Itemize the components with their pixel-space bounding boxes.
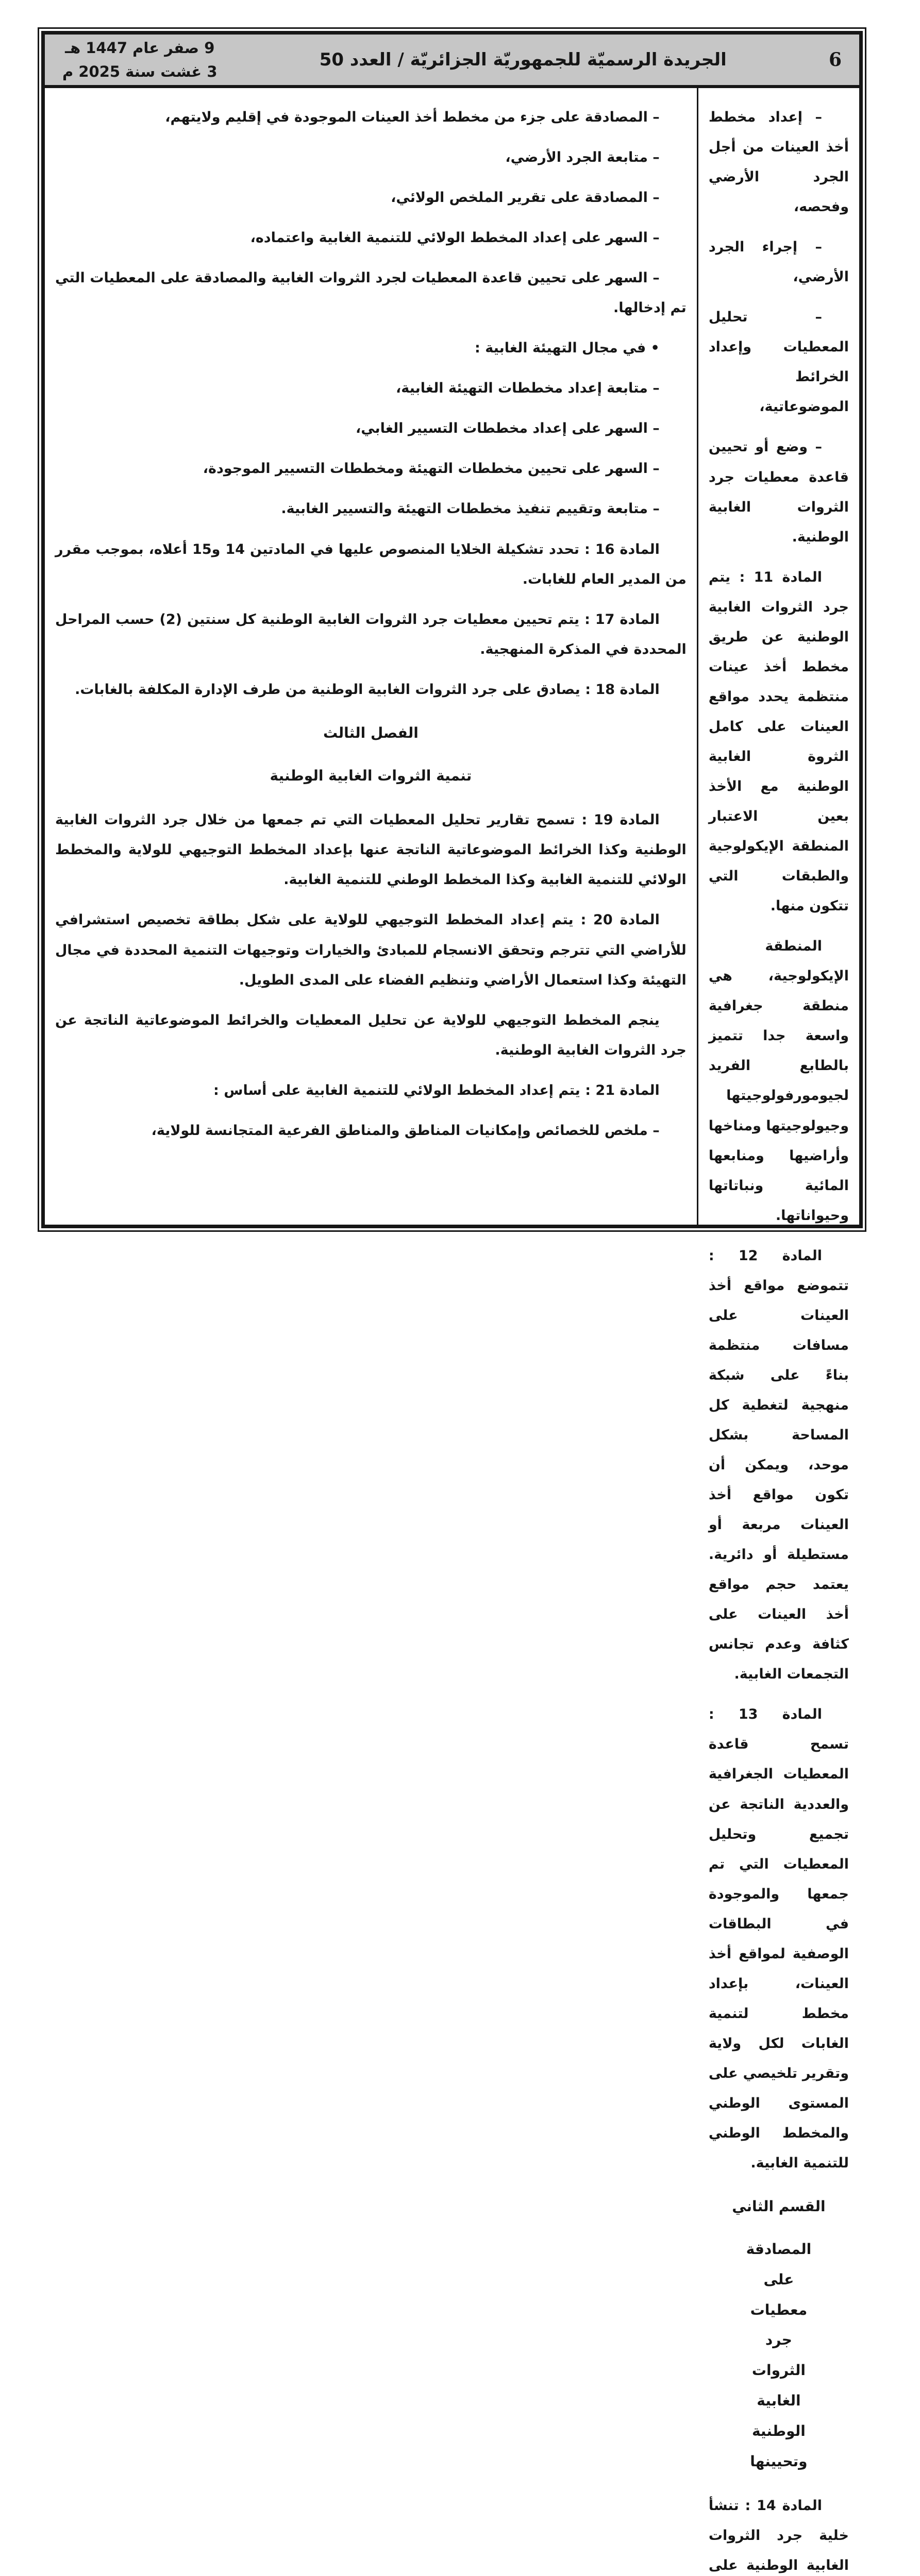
dash-item: – ملخص للخصائص وإمكانيات المناطق والمناطق الفرعية المتجانسة للولاية،: [151, 1122, 660, 1139]
dash-item: – متابعة الجرد الأرضي،: [505, 149, 660, 166]
dash-item: – متابعة وتقييم تنفيذ مخططات التهيئة والتسيير الغابية.: [281, 501, 660, 517]
article-label: المادة 12 :: [708, 1247, 823, 1264]
page-number: 6: [828, 49, 842, 71]
dash-item: – إجراء الجرد الأرضي،: [708, 239, 849, 285]
article-text: تسمح تقارير تحليل المعطيات التي تم جمعها من خلال جرد الثروات الغابية الوطنية وكذا الخرائط الموضوعاتية الناتجة عنها بإعداد المخطط التوجيهي للولاية والمخطط الولائي للتنمية الغابية وكذا المخطط الوطني للتنمية الغابية.: [55, 812, 687, 888]
paragraph: ينجم المخطط التوجيهي للولاية عن تحليل المعطيات والخرائط الموضوعاتية الناتجة عن جرد الثروات الغابية الوطنية.: [55, 1012, 687, 1058]
article-paragraph: [709, 2491, 849, 2576]
article-label: المادة 14 :: [745, 2498, 823, 2514]
article-paragraph: [709, 1700, 849, 2178]
article-text: يتم إعداد المخطط الولائي للتنمية الغابية على أساس :: [213, 1082, 580, 1098]
dash-item: – متابعة إعداد مخططات التهيئة الغابية،: [396, 380, 660, 397]
article-label: المادة 18 :: [585, 681, 660, 698]
paragraph: المنطقة الإيكولوجية، هي منطقة جغرافية واسعة جدا تتميز بالطابع الفريد لجيومورفولوجيتها وجيولوجيتها ومناخها وأراضيها ومنابعها المائية ونباتاتها وحيواناتها.: [708, 938, 849, 1224]
column-right: [698, 88, 859, 2574]
dash-item: – المصادقة على جزء من مخطط أخذ العينات الموجودة في إقليم ولايتهم،: [165, 109, 660, 125]
text-columns: [45, 88, 859, 2574]
dash-item: – المصادقة على تقرير الملخص الولائي،: [391, 190, 660, 206]
article-text: تسمح قاعدة المعطيات الجغرافية والعددية الناتجة عن تجميع وتحليل المعطيات التي تم جمعها والموجودة في البطاقات الوصفية لمواقع أخذ العينات، بإعداد مخطط لتنمية الغابات لكل ولاية وتقرير تلخيصي على المستوى الوطني والمخطط الوطني للتنمية الغابية.: [708, 1736, 849, 2172]
article-label: المادة 17 :: [584, 611, 660, 628]
article-text: تحدد تشكيلة الخلايا المنصوص عليها في المادتين 14 و15 أعلاه، بموجب مقرر من المدير العام للغابات.: [55, 541, 687, 587]
hijri-date: 9 صفر عام 1447 هـ: [65, 39, 215, 57]
page-frame: [41, 31, 863, 2574]
dash-item: – وضع أو تحيين قاعدة معطيات جرد الثروات الغابية الوطنية.: [708, 439, 849, 545]
section-heading: القسم الثاني: [732, 2198, 826, 2215]
article-text: يتم جرد الثروات الغابية الوطنية عن طريق مخطط أخذ عينات منتظمة يحدد مواقع العينات على كامل الثروة الغابية الوطنية مع الأخذ بعين الاعتبار المنطقة الإيكولوجية والطبقات التي تتكون منها.: [708, 569, 849, 914]
chapter-subheading: تنمية الثروات الغابية الوطنية: [270, 767, 472, 784]
masthead: [45, 35, 859, 88]
article-label: المادة 13 :: [708, 1706, 823, 1723]
dash-item: – السهر على إعداد المخطط الولائي للتنمية الغابية واعتماده،: [250, 230, 660, 246]
article-text: يصادق على جرد الثروات الغابية الوطنية من طرف الإدارة المكلفة بالغابات.: [75, 681, 580, 698]
gazette-title: الجريدة الرسميّة للجمهوريّة الجزائريّة / العدد 50: [319, 49, 727, 70]
article-paragraph: [709, 1241, 849, 1690]
dash-item: – السهر على تحيين مخططات التهيئة ومخططات التسيير الموجودة،: [203, 461, 660, 477]
article-paragraph: [55, 605, 687, 665]
column-divider: [697, 88, 698, 1225]
article-paragraph: [55, 675, 687, 705]
article-label: المادة 20 :: [580, 912, 660, 928]
dash-item: – إعداد مخطط أخذ العينات من أجل الجرد الأرضي وفحصه،: [708, 109, 849, 215]
dash-item: – السهر على إعداد مخططات التسيير الغابي،: [355, 420, 660, 437]
article-label: المادة 16 :: [584, 541, 660, 557]
gregorian-date: 3 غشت سنة 2025 م: [62, 63, 218, 80]
article-text: يتم إعداد المخطط التوجيهي للولاية على شكل بطاقة تخصيص استشرافي للأراضي التي تترجم وتحقق الانسجام للمبادئ والخيارات وتوجيهات التنمية المحددة في مجال التهيئة وكذا استعمال الأراضي وتنظيم الفضاء على المدى الطويل.: [55, 912, 687, 988]
section-subheading: المصادقة على معطيات جرد الثروات الغابية الوطنية وتحيينها: [746, 2240, 812, 2470]
dash-item: – تحليل المعطيات وإعداد الخرائط الموضوعاتية،: [708, 309, 849, 415]
bullet-item: • في مجال التهيئة الغابية :: [475, 340, 660, 357]
dash-item: – السهر على تحيين قاعدة المعطيات لجرد الثروات الغابية والمصادقة على المعطيات التي تم إدخالها.: [55, 270, 687, 316]
article-paragraph: [55, 1076, 687, 1106]
article-text: تتموضع مواقع أخذ العينات على مسافات منتظمة بناءً على شبكة منهجية لتغطية كل المساحة بشكل موحد، ويمكن أن تكون مواقع أخذ العينات مربعة أو مستطيلة أو دائرية. يعتمد حجم مواقع أخذ العينات على كثافة وعدم تجانس التجمعات الغابية.: [708, 1277, 849, 1683]
article-paragraph: [55, 535, 687, 595]
article-paragraph: [709, 563, 849, 922]
article-text: يتم تحيين معطيات جرد الثروات الغابية الوطنية كل سنتين (2) حسب المراحل المحددة في المذكرة المنهجية.: [55, 611, 687, 657]
article-label: المادة 19 :: [581, 812, 660, 828]
article-paragraph: [55, 805, 687, 895]
chapter-heading: الفصل الثالث: [323, 724, 419, 741]
article-label: المادة 21 :: [585, 1082, 660, 1098]
column-left: [45, 88, 697, 1225]
issue-dates: [62, 36, 218, 84]
article-text: تنشأ خلية جرد الثروات الغابية الوطنية على: [708, 2498, 849, 2574]
article-label: المادة 11 :: [739, 569, 822, 585]
article-paragraph: [55, 905, 687, 995]
